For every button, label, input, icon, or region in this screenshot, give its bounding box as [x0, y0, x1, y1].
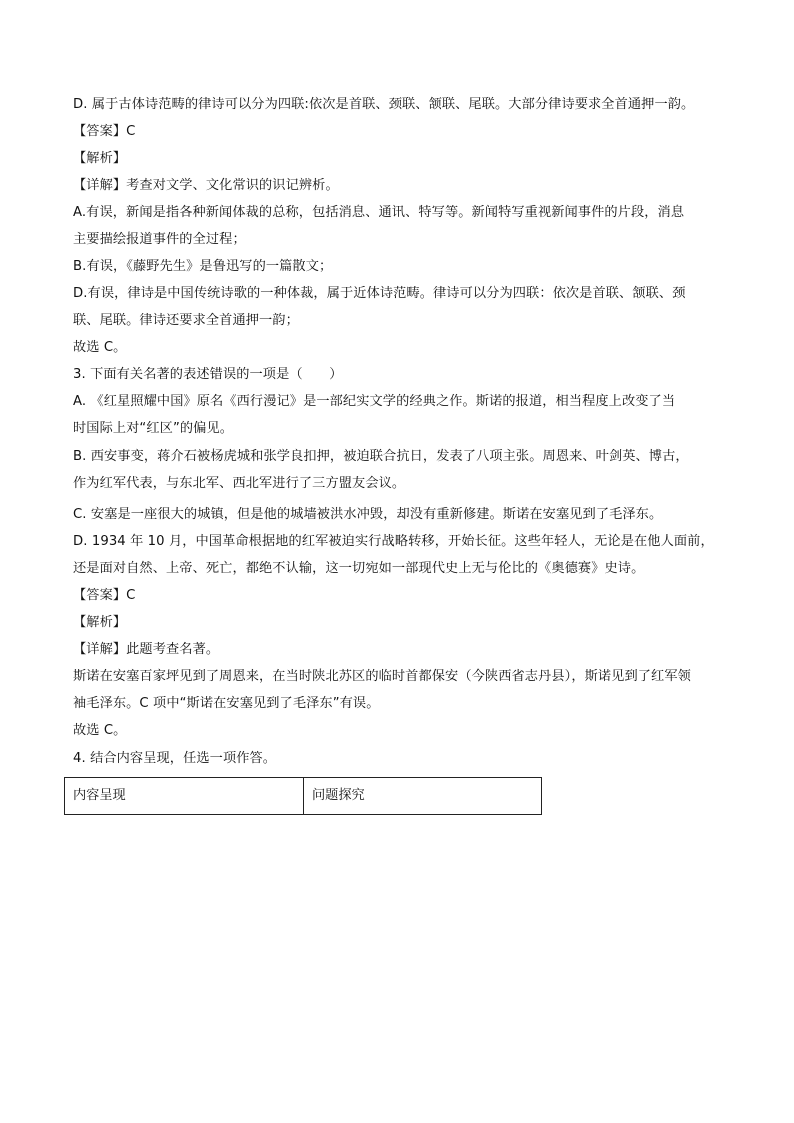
option-a-text: 时国际上对“红区”的偏见。: [73, 421, 234, 436]
table-header-content: 内容呈现: [65, 778, 304, 814]
table-header-question: 问题探究: [312, 788, 365, 803]
explanation-line: B.有误，《藤野先生》是鲁迅写的一篇散文；: [73, 259, 333, 274]
option-d-text: D. 属于古体诗范畴的律诗可以分为四联:依次是首联、颈联、颔联、尾联。大部分律诗要求全首通押一韵。: [73, 97, 695, 112]
answer-table: [64, 777, 542, 815]
analysis-label: 【解析】: [73, 615, 127, 630]
question-4-stem: 4. 结合内容呈现，任选一项作答。: [73, 751, 277, 766]
detail-line: 【详解】考查对文学、文化常识的识记辨析。: [73, 178, 339, 193]
explanation-line: 袖毛泽东。C 项中“斯诺在安塞见到了毛泽东”有误。: [73, 696, 380, 711]
analysis-label: 【解析】: [73, 151, 127, 166]
explanation-line: 联、尾联。律诗还要求全首通押一韵；: [73, 313, 299, 328]
explanation-line: D.有误，律诗是中国传统诗歌的一种体裁，属于近体诗范畴。律诗可以分为四联：依次是首联、颔联、颈: [73, 286, 686, 301]
option-b-text: B. 西安事变，蒋介石被杨虎城和张学良扣押，被迫联合抗日，发表了八项主张。周恩来、叶剑英、博古，: [73, 449, 689, 464]
option-d-text: 还是面对自然、上帝、死亡，都绝不认输，这一切宛如一部现代史上无与伦比的《奥德赛》史诗。: [73, 561, 645, 576]
explanation-line: 斯诺在安塞百家坪见到了周恩来，在当时陕北苏区的临时首都保安（今陕西省志丹县），斯诺见到了红军领: [73, 669, 691, 684]
option-b-text: 作为红军代表，与东北军、西北军进行了三方盟友会议。: [73, 476, 406, 491]
option-d-text: D. 1934 年 10 月，中国革命根据地的红军被迫实行战略转移，开始长征。这些年轻人，无论是在他人面前，: [73, 534, 714, 549]
answer-label: 【答案】C: [73, 588, 136, 603]
conclusion-line: 故选 C。: [73, 723, 127, 738]
answer-label: 【答案】C: [73, 124, 136, 139]
explanation-line: 主要描绘报道事件的全过程；: [73, 232, 246, 247]
option-a-text: A. 《红星照耀中国》原名《西行漫记》是一部纪实文学的经典之作。斯诺的报道，相当程度上改变了当: [73, 394, 676, 409]
detail-line: 【详解】此题考查名著。: [73, 642, 220, 657]
option-c-text: C. 安塞是一座很大的城镇，但是他的城墙被洪水冲毁，却没有重新修建。斯诺在安塞见到了毛泽东。: [73, 507, 663, 522]
question-3-stem: 3. 下面有关名著的表述错误的一项是（ ）: [73, 367, 343, 382]
explanation-line: A.有误，新闻是指各种新闻体裁的总称，包括消息、通讯、特写等。新闻特写重视新闻事件的片段，消息: [73, 205, 685, 220]
conclusion-line: 故选 C。: [73, 340, 127, 355]
